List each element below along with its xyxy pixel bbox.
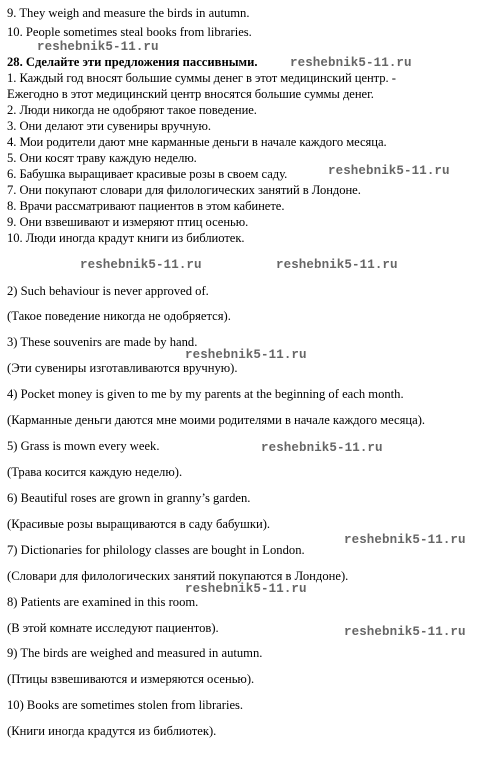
exercise-title: 28. Сделайте эти предложения пассивными.: [7, 55, 258, 69]
exercise-item: 1. Каждый год вносят большие суммы денег в этот медицинский центр. -: [7, 71, 396, 85]
watermark: reshebnik5-11.ru: [344, 533, 466, 547]
answer-en: 8) Patients are examined in this room.: [7, 595, 199, 609]
answer-en: 3) These souvenirs are made by hand.: [7, 335, 198, 349]
answer-en: 5) Grass is mown every week.: [7, 439, 160, 453]
exercise-item: 10. Люди иногда крадут книги из библиотек.: [7, 231, 245, 245]
watermark: reshebnik5-11.ru: [80, 258, 202, 272]
answer-ru: (Карманные деньги даются мне моими родителями в начале каждого месяца).: [7, 413, 426, 427]
answer-en: 9) The birds are weighed and measured in autumn.: [7, 646, 263, 660]
exercise-item: 5. Они косят траву каждую неделю.: [7, 151, 197, 165]
watermark: reshebnik5-11.ru: [276, 258, 398, 272]
watermark: reshebnik5-11.ru: [185, 582, 307, 596]
answer-ru: (Эти сувениры изготавливаются вручную).: [7, 361, 238, 375]
watermark: reshebnik5-11.ru: [37, 40, 159, 54]
exercise-item: 3. Они делают эти сувениры вручную.: [7, 119, 211, 133]
exercise-item: Ежегодно в этот медицинский центр вносятся большие суммы денег.: [7, 87, 374, 101]
answer-en: 6) Beautiful roses are grown in granny’s garden.: [7, 491, 251, 505]
watermark: reshebnik5-11.ru: [344, 625, 466, 639]
watermark: reshebnik5-11.ru: [328, 164, 450, 178]
exercise-item: 7. Они покупают словари для филологических занятий в Лондоне.: [7, 183, 361, 197]
exercise-item: 4. Мои родители дают мне карманные деньги в начале каждого месяца.: [7, 135, 387, 149]
answer-ru: (Словари для филологических занятий покупаются в Лондоне).: [7, 569, 349, 583]
answer-ru: (Такое поведение никогда не одобряется).: [7, 309, 231, 323]
watermark: reshebnik5-11.ru: [290, 56, 412, 70]
watermark: reshebnik5-11.ru: [185, 348, 307, 362]
answer-en: 4) Pocket money is given to me by my parents at the beginning of each month.: [7, 387, 404, 401]
answer-ru: (Птицы взвешиваются и измеряются осенью).: [7, 672, 255, 686]
answer-en: 2) Such behaviour is never approved of.: [7, 284, 209, 298]
answer-ru: (Красивые розы выращиваются в саду бабушки).: [7, 517, 271, 531]
exercise-item: 2. Люди никогда не одобряют такое поведение.: [7, 103, 257, 117]
answer-ru: (Трава косится каждую неделю).: [7, 465, 183, 479]
exercise-item: 6. Бабушка выращивает красивые розы в своем саду.: [7, 167, 288, 181]
answer-en: 7) Dictionaries for philology classes are bought in London.: [7, 543, 305, 557]
prev-exercise-line-9: 9. They weigh and measure the birds in autumn.: [7, 6, 250, 20]
prev-exercise-line-10: 10. People sometimes steal books from libraries.: [7, 25, 252, 39]
exercise-item: 8. Врачи рассматривают пациентов в этом кабинете.: [7, 199, 285, 213]
answer-ru: (В этой комнате исследуют пациентов).: [7, 621, 219, 635]
answer-ru: (Книги иногда крадутся из библиотек).: [7, 724, 217, 738]
watermark: reshebnik5-11.ru: [261, 441, 383, 455]
exercise-item: 9. Они взвешивают и измеряют птиц осенью.: [7, 215, 249, 229]
answer-en: 10) Books are sometimes stolen from libraries.: [7, 698, 244, 712]
